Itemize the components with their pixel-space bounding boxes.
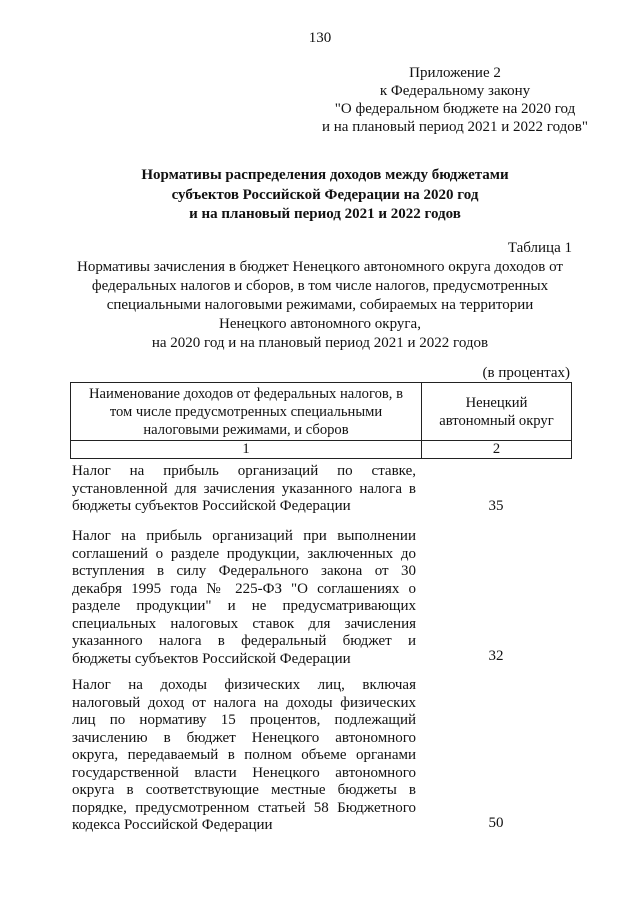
- table-subtitle: [62, 258, 578, 353]
- row-text-line: Налог на доходы физических лиц, включая: [72, 677, 416, 693]
- row-text-line: Налог на прибыль организаций по ставке,: [72, 463, 416, 479]
- row-text-line: государственной власти Ненецкого автономного: [72, 764, 416, 781]
- units-note: (в процентах): [482, 365, 570, 381]
- row-text-line: бюджеты субъектов Российской Федерации: [72, 498, 351, 514]
- header-line: том числе предусмотренных специальными: [109, 403, 383, 420]
- table-row: [72, 463, 416, 516]
- table-label: Таблица 1: [507, 240, 572, 256]
- header-revenue-name: [71, 383, 422, 441]
- table-row: [72, 677, 416, 835]
- annex-header: [270, 64, 640, 136]
- annex-line: к Федеральному закону: [379, 83, 531, 99]
- header-line: автономный округ: [439, 412, 554, 429]
- subtitle-line: специальными налоговыми режимами, собираемых на территории: [106, 297, 534, 313]
- row-text-line: специальных налоговых ставок для зачисления: [72, 615, 416, 632]
- row-text-line: округа, передаваемый в полном объеме органами: [72, 747, 416, 763]
- row-text-line: налоговый доход от налога на доходы физических: [72, 694, 416, 711]
- table-header: [70, 382, 572, 459]
- header-line: Ненецкий: [465, 394, 528, 411]
- column-number-1: 1: [71, 441, 422, 459]
- row-text-line: зачислению в бюджет Ненецкого автономного: [72, 729, 416, 746]
- title-line: и на плановый период 2021 и 2022 годов: [189, 206, 461, 222]
- header-region: [422, 383, 572, 441]
- row-text-line: разделе продукции" и не предусматривающих: [72, 598, 416, 614]
- subtitle-line: на 2020 год и на плановый период 2021 и 2022 годов: [151, 335, 489, 351]
- row-text-line: Налог на прибыль организаций при выполнении: [72, 528, 416, 544]
- subtitle-line: федеральных налогов и сборов, в том числе налогов, предусмотренных: [91, 278, 549, 294]
- row-text-line: декабря 1995 года № 225-ФЗ "О соглашениях о: [72, 580, 416, 597]
- row-text-line: лиц по нормативу 15 процентов, подлежащий: [72, 712, 416, 728]
- annex-line: и на плановый период 2021 и 2022 годов": [322, 119, 588, 135]
- title-line: субъектов Российской Федерации на 2020 год: [171, 186, 479, 203]
- page-number: 130: [308, 30, 332, 46]
- row-text-line: округа в соответствующие местные бюджеты в: [72, 782, 416, 798]
- row-value: 32: [488, 648, 504, 664]
- column-number-2: 2: [422, 441, 572, 459]
- row-text-line: соглашений о разделе продукции, заключенных до: [72, 545, 416, 562]
- header-line: налоговыми режимами, и сборов: [143, 421, 349, 438]
- row-value: 50: [488, 815, 504, 831]
- annex-line: "О федеральном бюджете на 2020 год: [334, 101, 576, 117]
- header-line: Наименование доходов от федеральных налогов, в: [89, 385, 403, 402]
- row-text-line: кодекса Российской Федерации: [72, 817, 273, 833]
- row-text-line: бюджеты субъектов Российской Федерации: [72, 650, 351, 667]
- row-text-line: вступления в силу Федерального закона от 30: [72, 563, 416, 579]
- annex-line: Приложение 2: [409, 65, 501, 81]
- subtitle-line: Ненецкого автономного округа,: [219, 316, 421, 332]
- row-text-line: порядке, предусмотренном статьей 58 Бюджетного: [72, 799, 416, 816]
- row-value: 35: [488, 498, 504, 514]
- table-row: [72, 528, 416, 668]
- row-text-line: установленной для зачисления указанного налога в: [72, 480, 416, 497]
- row-text-line: указанного налога в федеральный бюджет и: [72, 633, 416, 649]
- document-title: [60, 166, 590, 225]
- subtitle-line: Нормативы зачисления в бюджет Ненецкого автономного округа доходов от: [77, 259, 563, 275]
- title-line: Нормативы распределения доходов между бюджетами: [141, 167, 509, 183]
